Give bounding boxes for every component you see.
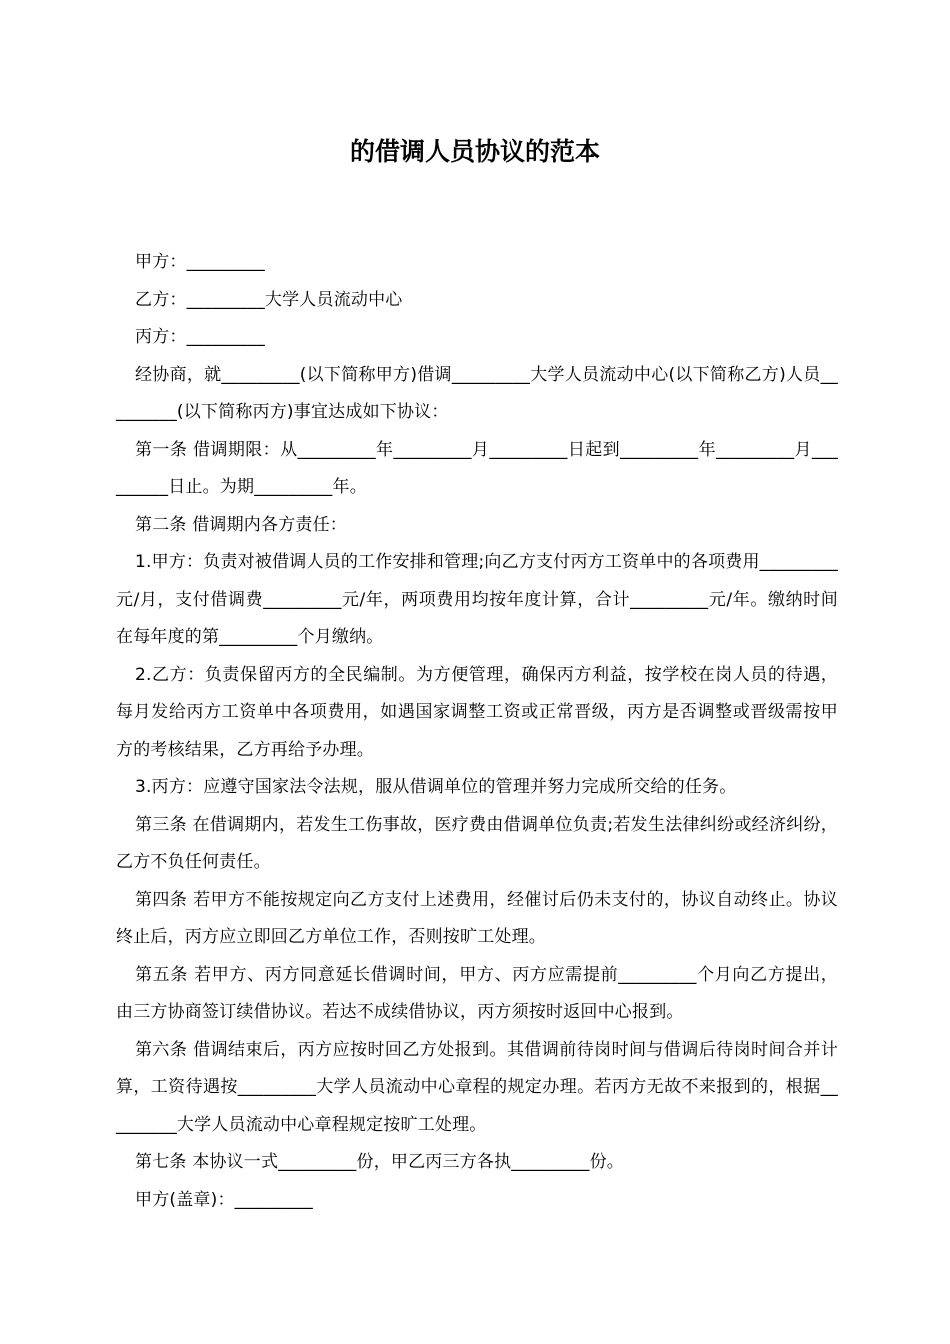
document-body xyxy=(116,244,838,1219)
article-3: 第三条 在借调期内，若发生工伤事故，医疗费由借调单位负责;若发生法律纠纷或经济纠纷，乙方不负任何责任。 xyxy=(116,814,838,872)
party-c-line: 丙方：_________ xyxy=(135,327,265,347)
article-6: 第六条 借调结束后，丙方应按时回乙方处报到。其借调前待岗时间与借调后待岗时间合并计算，工资待遇按_________大学人员流动中心章程的规定办理。若丙方无故不来报到的，根据_________大学人员流动中心章程规定按旷工处理。 xyxy=(116,1039,838,1135)
article-1-term: 第一条 借调期限：从_________年_________月_________日起到_________年_________月_________日止。为期_________年。 xyxy=(116,439,838,497)
party-a-seal-line: 甲方(盖章)：_________ xyxy=(135,1189,313,1210)
article-7: 第七条 本协议一式_________份，甲乙丙三方各执_________份。 xyxy=(135,1152,625,1172)
article-5: 第五条 若甲方、丙方同意延长借调时间，甲方、丙方应需提前_________个月向乙方提出，由三方协商签订续借协议。若达不成续借协议，丙方须按时返回中心报到。 xyxy=(116,964,838,1022)
party-a-line: 甲方：_________ xyxy=(135,252,265,272)
document-title: 的借调人员协议的范本 xyxy=(349,137,600,166)
article-2-item-3: 3.丙方：应遵守国家法令法规，服从借调单位的管理并努力完成所交给的任务。 xyxy=(135,777,737,797)
article-2-item-1: 1.甲方：负责对被借调人员的工作安排和管理;向乙方支付丙方工资单中的各项费用_________元/月，支付借调费_________元/年，两项费用均按年度计算，合计_________元/年。缴纳时间在每年度的第_________个月缴纳。 xyxy=(116,552,838,647)
article-2-heading: 第二条 借调期内各方责任： xyxy=(135,514,348,535)
party-b-line: 乙方：_________大学人员流动中心 xyxy=(135,289,403,310)
preamble-paragraph: 经协商，就_________(以下简称甲方)借调_________大学人员流动中心(以下简称乙方)人员_________(以下简称丙方)事宜达成如下协议： xyxy=(116,364,838,422)
article-2-item-2: 2.乙方：负责保留丙方的全民编制。为方便管理，确保丙方利益，按学校在岗人员的待遇，每月发给丙方工资单中各项费用，如遇国家调整工资或正常晋级，丙方是否调整或晋级需按甲方的考核结果，乙方再给予办理。 xyxy=(116,664,838,760)
article-4: 第四条 若甲方不能按规定向乙方支付上述费用，经催讨后仍未支付的，协议自动终止。协议终止后，丙方应立即回乙方单位工作，否则按旷工处理。 xyxy=(116,889,838,947)
